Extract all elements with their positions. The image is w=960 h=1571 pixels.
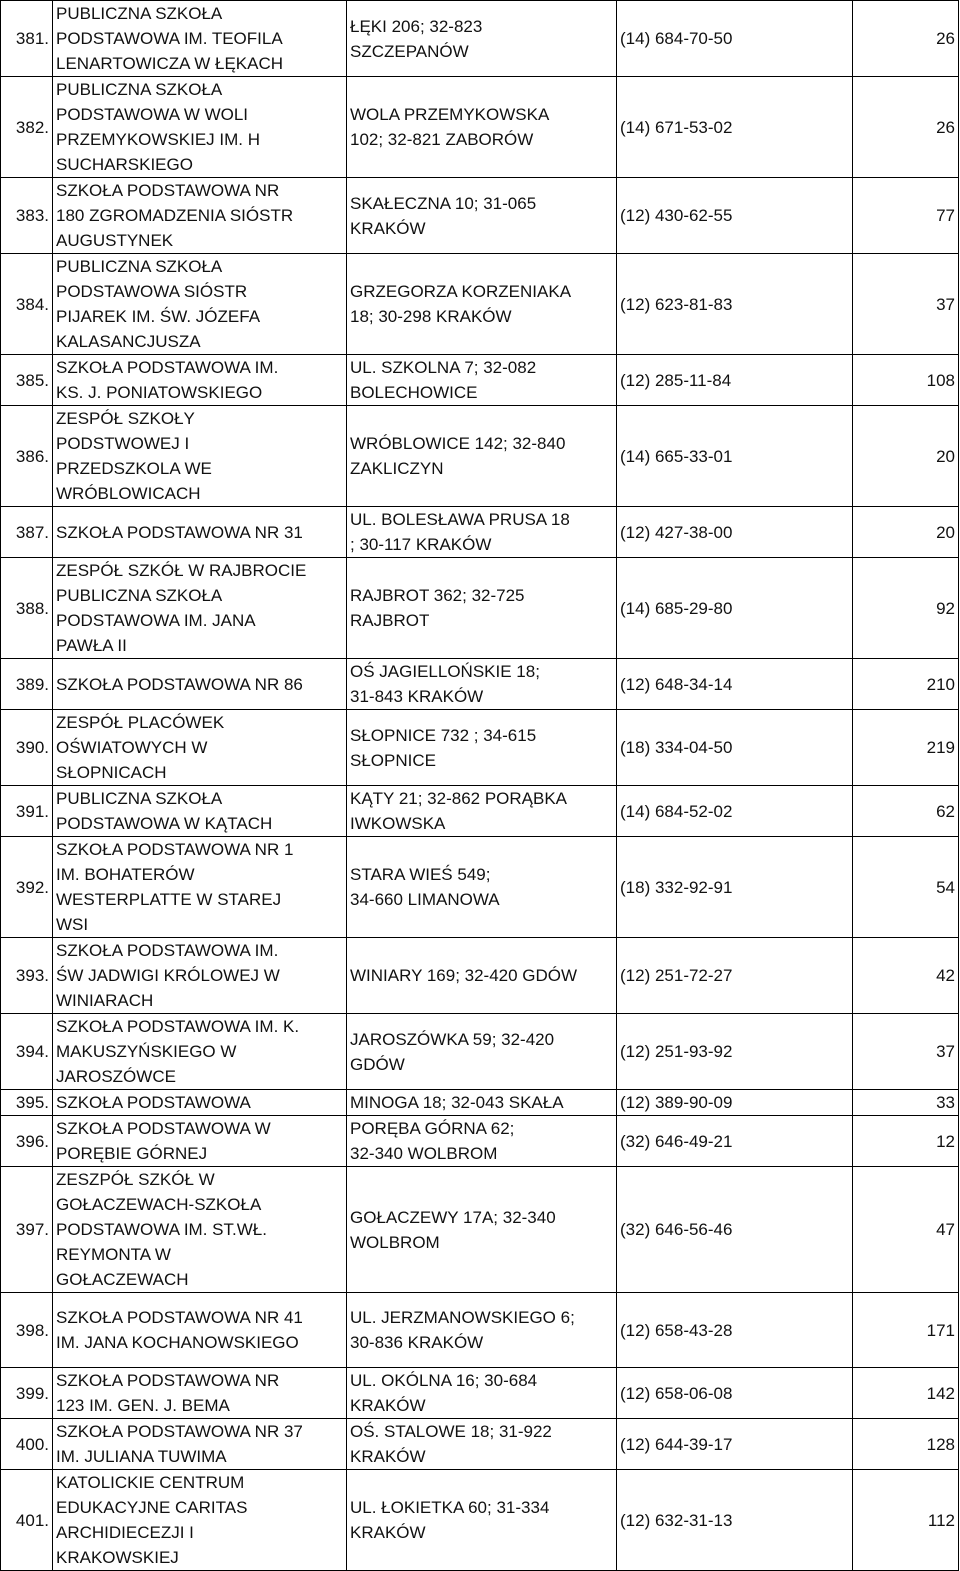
school-phone: (18) 334-04-50 <box>617 710 853 786</box>
row-number: 382. <box>1 77 53 178</box>
table-row <box>1 254 959 355</box>
table-row <box>1 1368 959 1419</box>
school-address: KĄTY 21; 32-862 PORĄBKA IWKOWSKA <box>347 786 617 837</box>
school-address: PORĘBA GÓRNA 62; 32-340 WOLBROM <box>347 1116 617 1167</box>
school-name: SZKOŁA PODSTAWOWA <box>53 1090 347 1116</box>
student-count: 54 <box>853 837 959 938</box>
school-address: WOLA PRZEMYKOWSKA 102; 32-821 ZABORÓW <box>347 77 617 178</box>
table-row <box>1 659 959 710</box>
school-phone: (14) 665-33-01 <box>617 406 853 507</box>
school-address: WINIARY 169; 32-420 GDÓW <box>347 938 617 1014</box>
row-number: 399. <box>1 1368 53 1419</box>
school-name: PUBLICZNA SZKOŁA PODSTAWOWA W WOLI PRZEMYKOWSKIEJ IM. H SUCHARSKIEGO <box>53 77 347 178</box>
school-name: SZKOŁA PODSTAWOWA NR 1 IM. BOHATERÓW WESTERPLATTE W STAREJ WSI <box>53 837 347 938</box>
student-count: 142 <box>853 1368 959 1419</box>
school-address: SŁOPNICE 732 ; 34-615 SŁOPNICE <box>347 710 617 786</box>
row-number: 383. <box>1 178 53 254</box>
school-phone: (12) 658-43-28 <box>617 1293 853 1368</box>
school-phone: (12) 427-38-00 <box>617 507 853 558</box>
row-number: 393. <box>1 938 53 1014</box>
school-address: UL. ŁOKIETKA 60; 31-334 KRAKÓW <box>347 1470 617 1571</box>
row-number: 397. <box>1 1167 53 1293</box>
school-phone: (12) 430-62-55 <box>617 178 853 254</box>
school-address: OŚ JAGIELLOŃSKIE 18; 31-843 KRAKÓW <box>347 659 617 710</box>
school-address: OŚ. STALOWE 18; 31-922 KRAKÓW <box>347 1419 617 1470</box>
table-row <box>1 1090 959 1116</box>
school-name: SZKOŁA PODSTAWOWA NR 123 IM. GEN. J. BEMA <box>53 1368 347 1419</box>
row-number: 388. <box>1 558 53 659</box>
table-row <box>1 558 959 659</box>
school-phone: (12) 644-39-17 <box>617 1419 853 1470</box>
school-name: ZESPÓŁ SZKÓŁ W RAJBROCIE PUBLICZNA SZKOŁA PODSTAWOWA IM. JANA PAWŁA II <box>53 558 347 659</box>
school-phone: (32) 646-49-21 <box>617 1116 853 1167</box>
row-number: 386. <box>1 406 53 507</box>
school-address: UL. JERZMANOWSKIEGO 6; 30-836 KRAKÓW <box>347 1293 617 1368</box>
student-count: 171 <box>853 1293 959 1368</box>
school-address: MINOGA 18; 32-043 SKAŁA <box>347 1090 617 1116</box>
school-name: SZKOŁA PODSTAWOWA NR 31 <box>53 507 347 558</box>
row-number: 391. <box>1 786 53 837</box>
row-number: 381. <box>1 1 53 77</box>
student-count: 33 <box>853 1090 959 1116</box>
school-name: SZKOŁA PODSTAWOWA W PORĘBIE GÓRNEJ <box>53 1116 347 1167</box>
school-name: SZKOŁA PODSTAWOWA NR 37 IM. JULIANA TUWIMA <box>53 1419 347 1470</box>
row-number: 390. <box>1 710 53 786</box>
student-count: 20 <box>853 406 959 507</box>
table-row <box>1 1419 959 1470</box>
row-number: 394. <box>1 1014 53 1090</box>
student-count: 77 <box>853 178 959 254</box>
school-name: ZESPÓŁ SZKOŁY PODSTWOWEJ I PRZEDSZKOLA WE WRÓBLOWICACH <box>53 406 347 507</box>
school-phone: (12) 251-93-92 <box>617 1014 853 1090</box>
table-row <box>1 1 959 77</box>
school-phone: (12) 623-81-83 <box>617 254 853 355</box>
school-address: UL. SZKOLNA 7; 32-082 BOLECHOWICE <box>347 355 617 406</box>
school-name: SZKOŁA PODSTAWOWA NR 41 IM. JANA KOCHANOWSKIEGO <box>53 1293 347 1368</box>
school-name: PUBLICZNA SZKOŁA PODSTAWOWA W KĄTACH <box>53 786 347 837</box>
table-row <box>1 507 959 558</box>
student-count: 62 <box>853 786 959 837</box>
table-row <box>1 837 959 938</box>
school-phone: (32) 646-56-46 <box>617 1167 853 1293</box>
school-address: RAJBROT 362; 32-725 RAJBROT <box>347 558 617 659</box>
table-row <box>1 1116 959 1167</box>
row-number: 385. <box>1 355 53 406</box>
student-count: 128 <box>853 1419 959 1470</box>
student-count: 26 <box>853 77 959 178</box>
table-row <box>1 355 959 406</box>
table-row <box>1 1014 959 1090</box>
student-count: 12 <box>853 1116 959 1167</box>
school-name: ZESZPÓŁ SZKÓŁ W GOŁACZEWACH-SZKOŁA PODSTAWOWA IM. ST.WŁ. REYMONTA W GOŁACZEWACH <box>53 1167 347 1293</box>
school-phone: (12) 251-72-27 <box>617 938 853 1014</box>
table-row <box>1 77 959 178</box>
student-count: 42 <box>853 938 959 1014</box>
school-name: PUBLICZNA SZKOŁA PODSTAWOWA IM. TEOFILA LENARTOWICZA W ŁĘKACH <box>53 1 347 77</box>
school-phone: (14) 671-53-02 <box>617 77 853 178</box>
school-address: WRÓBLOWICE 142; 32-840 ZAKLICZYN <box>347 406 617 507</box>
school-address: GOŁACZEWY 17A; 32-340 WOLBROM <box>347 1167 617 1293</box>
table-row <box>1 710 959 786</box>
student-count: 112 <box>853 1470 959 1571</box>
row-number: 395. <box>1 1090 53 1116</box>
school-address: ŁĘKI 206; 32-823 SZCZEPANÓW <box>347 1 617 77</box>
table-row <box>1 1293 959 1368</box>
school-phone: (18) 332-92-91 <box>617 837 853 938</box>
school-phone: (12) 648-34-14 <box>617 659 853 710</box>
school-phone: (12) 389-90-09 <box>617 1090 853 1116</box>
school-address: STARA WIEŚ 549; 34-660 LIMANOWA <box>347 837 617 938</box>
student-count: 210 <box>853 659 959 710</box>
row-number: 392. <box>1 837 53 938</box>
table-row <box>1 1167 959 1293</box>
table-row <box>1 178 959 254</box>
student-count: 92 <box>853 558 959 659</box>
school-phone: (12) 632-31-13 <box>617 1470 853 1571</box>
student-count: 37 <box>853 254 959 355</box>
student-count: 37 <box>853 1014 959 1090</box>
school-address: UL. BOLESŁAWA PRUSA 18 ; 30-117 KRAKÓW <box>347 507 617 558</box>
school-phone: (14) 685-29-80 <box>617 558 853 659</box>
school-address: GRZEGORZA KORZENIAKA 18; 30-298 KRAKÓW <box>347 254 617 355</box>
school-phone: (12) 285-11-84 <box>617 355 853 406</box>
school-address: SKAŁECZNA 10; 31-065 KRAKÓW <box>347 178 617 254</box>
school-name: SZKOŁA PODSTAWOWA IM. ŚW JADWIGI KRÓLOWEJ W WINIARACH <box>53 938 347 1014</box>
row-number: 396. <box>1 1116 53 1167</box>
row-number: 387. <box>1 507 53 558</box>
school-name: ZESPÓŁ PLACÓWEK OŚWIATOWYCH W SŁOPNICACH <box>53 710 347 786</box>
row-number: 389. <box>1 659 53 710</box>
row-number: 398. <box>1 1293 53 1368</box>
school-name: SZKOŁA PODSTAWOWA NR 86 <box>53 659 347 710</box>
school-phone: (14) 684-70-50 <box>617 1 853 77</box>
student-count: 26 <box>853 1 959 77</box>
school-name: PUBLICZNA SZKOŁA PODSTAWOWA SIÓSTR PIJAREK IM. ŚW. JÓZEFA KALASANCJUSZA <box>53 254 347 355</box>
school-phone: (12) 658-06-08 <box>617 1368 853 1419</box>
student-count: 219 <box>853 710 959 786</box>
row-number: 401. <box>1 1470 53 1571</box>
table-row <box>1 938 959 1014</box>
school-name: SZKOŁA PODSTAWOWA IM. K. MAKUSZYŃSKIEGO W JAROSZÓWCE <box>53 1014 347 1090</box>
schools-table-body <box>1 1 959 1571</box>
school-address: UL. OKÓLNA 16; 30-684 KRAKÓW <box>347 1368 617 1419</box>
school-name: SZKOŁA PODSTAWOWA IM. KS. J. PONIATOWSKIEGO <box>53 355 347 406</box>
table-row <box>1 786 959 837</box>
school-name: SZKOŁA PODSTAWOWA NR 180 ZGROMADZENIA SIÓSTR AUGUSTYNEK <box>53 178 347 254</box>
table-row <box>1 406 959 507</box>
student-count: 20 <box>853 507 959 558</box>
school-phone: (14) 684-52-02 <box>617 786 853 837</box>
school-name: KATOLICKIE CENTRUM EDUKACYJNE CARITAS ARCHIDIECEZJI I KRAKOWSKIEJ <box>53 1470 347 1571</box>
row-number: 384. <box>1 254 53 355</box>
student-count: 47 <box>853 1167 959 1293</box>
row-number: 400. <box>1 1419 53 1470</box>
student-count: 108 <box>853 355 959 406</box>
table-row <box>1 1470 959 1571</box>
school-address: JAROSZÓWKA 59; 32-420 GDÓW <box>347 1014 617 1090</box>
